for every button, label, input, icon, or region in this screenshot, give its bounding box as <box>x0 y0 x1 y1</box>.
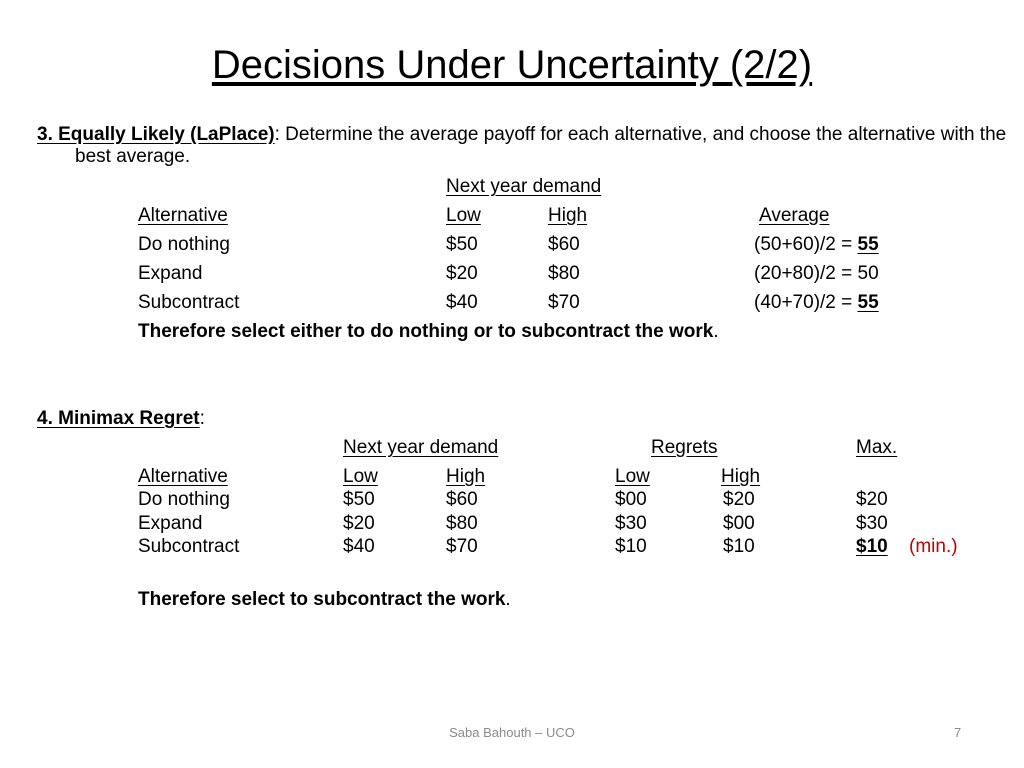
minimax-row-regret-low: $10 <box>615 536 647 557</box>
minimax-demand-header: Next year demand <box>343 437 499 458</box>
minimax-col-low: Low <box>343 466 378 487</box>
footer-author: Saba Bahouth – UCO <box>449 725 575 740</box>
minimax-row-low: $50 <box>343 489 375 510</box>
minimax-row-regret-high: $00 <box>723 513 755 534</box>
minimax-col-regret-high: High <box>721 466 761 487</box>
laplace-row-result: 55 <box>857 292 879 313</box>
minimax-conclusion-end: . <box>505 589 511 610</box>
minimax-col-alternative: Alternative <box>138 466 228 487</box>
laplace-row-calc: (50+60)/2 = <box>754 234 858 255</box>
slide-title: Decisions Under Uncertainty (2/2) <box>211 43 813 87</box>
minimax-row-high: $80 <box>446 513 478 534</box>
minimax-col-high: High <box>446 466 486 487</box>
minimax-heading-end: : <box>199 408 205 429</box>
laplace-row-average <box>754 264 879 283</box>
minimax-heading: 4. Minimax Regret <box>37 408 200 429</box>
laplace-row-average <box>754 235 879 254</box>
laplace-conclusion-end: . <box>713 321 719 342</box>
laplace-row-calc: (20+80)/2 = <box>754 263 858 284</box>
laplace-conclusion-text: Therefore select either to do nothing or to subcontract the work <box>138 321 714 342</box>
laplace-row-low: $20 <box>446 263 478 284</box>
laplace-demand-header: Next year demand <box>446 176 602 197</box>
minimax-row-regret-low: $30 <box>615 513 647 534</box>
laplace-row-alt: Expand <box>138 263 203 284</box>
laplace-row-result: 55 <box>857 234 879 255</box>
laplace-row-high: $80 <box>548 263 580 284</box>
laplace-col-high: High <box>548 205 588 226</box>
laplace-row-result: 50 <box>857 263 879 284</box>
minimax-row-regret-low: $00 <box>615 489 647 510</box>
minimax-row-alt: Subcontract <box>138 536 240 557</box>
minimax-regrets-header: Regrets <box>651 437 718 458</box>
laplace-row-calc: (40+70)/2 = <box>754 292 858 313</box>
laplace-row-alt: Subcontract <box>138 292 240 313</box>
laplace-row-average <box>754 293 879 312</box>
minimax-row-high: $70 <box>446 536 478 557</box>
minimax-max-header: Max. <box>856 437 898 458</box>
minimax-row-low: $20 <box>343 513 375 534</box>
laplace-row-high: $70 <box>548 292 580 313</box>
minimax-row-low: $40 <box>343 536 375 557</box>
laplace-col-low: Low <box>446 205 481 226</box>
minimax-min-note: (min.) <box>909 536 958 557</box>
minimax-row-max: $30 <box>856 513 888 534</box>
laplace-row-alt: Do nothing <box>138 234 230 255</box>
minimax-row-alt: Do nothing <box>138 489 230 510</box>
minimax-row-regret-high: $10 <box>723 536 755 557</box>
minimax-heading-line <box>37 409 205 428</box>
minimax-row-max: $20 <box>856 489 888 510</box>
laplace-col-alternative: Alternative <box>138 205 228 226</box>
minimax-row-high: $60 <box>446 489 478 510</box>
laplace-row-low: $50 <box>446 234 478 255</box>
footer-page-number: 7 <box>954 725 962 740</box>
laplace-intro-text: : Determine the average payoff for each alternative, and choose the alternative with the best average. <box>75 124 1007 167</box>
minimax-col-regret-low: Low <box>615 466 650 487</box>
laplace-col-average: Average <box>759 205 830 226</box>
minimax-conclusion-text: Therefore select to subcontract the work <box>138 589 506 610</box>
minimax-row-regret-high: $20 <box>723 489 755 510</box>
laplace-row-low: $40 <box>446 292 478 313</box>
minimax-row-max: $10 <box>856 536 888 557</box>
laplace-conclusion <box>138 322 719 341</box>
laplace-intro <box>37 124 1015 168</box>
minimax-conclusion <box>138 590 511 609</box>
minimax-row-alt: Expand <box>138 513 203 534</box>
laplace-heading: 3. Equally Likely (LaPlace) <box>37 124 275 145</box>
laplace-row-high: $60 <box>548 234 580 255</box>
